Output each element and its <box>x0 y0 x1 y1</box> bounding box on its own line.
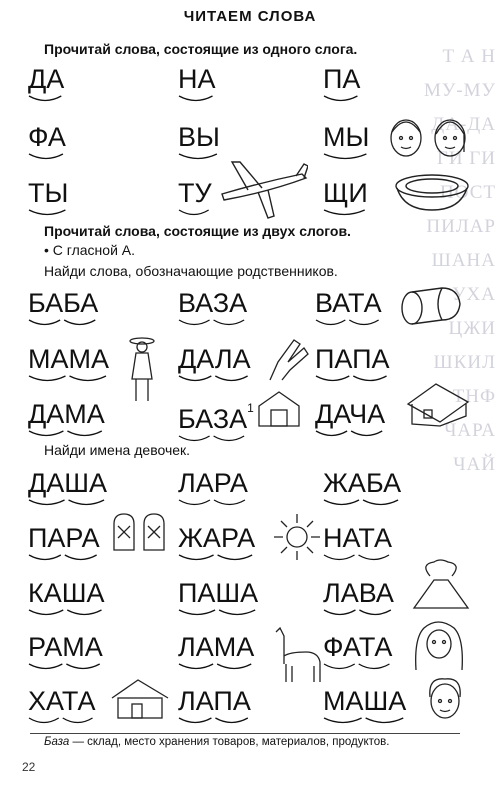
word-shchi: ЩИ <box>323 176 368 210</box>
syllable-arc <box>26 429 107 439</box>
word-masha: МАША <box>323 684 406 718</box>
word-dala: ДАЛА <box>178 342 251 376</box>
word-pasha: ПАША <box>178 576 258 610</box>
airplane-illustration <box>218 160 308 220</box>
footnote-text: — склад, место хранения товаров, материалов, продуктов. <box>69 736 390 748</box>
footnote-rule <box>30 733 460 734</box>
cotton-roll-illustration <box>398 280 468 330</box>
instruction-vowel-a: • С гласной А. <box>44 242 135 258</box>
word-da: ДА <box>28 62 64 96</box>
mittens-illustration <box>108 510 172 558</box>
footnote <box>44 736 389 748</box>
woman-illustration <box>124 335 160 405</box>
syllable-arc <box>176 152 222 162</box>
word-baza: БАЗА$^1$ <box>178 397 254 436</box>
syllable-arc <box>313 318 384 328</box>
syllable-arc <box>26 498 109 508</box>
word-my: МЫ <box>323 120 369 154</box>
word-lapa: ЛАПА <box>178 684 251 718</box>
syllable-arc <box>321 498 403 508</box>
syllable-arc <box>176 94 218 104</box>
word-fa: ФА <box>28 120 66 154</box>
word-ty: ТЫ <box>28 176 68 210</box>
syllable-arc <box>321 208 370 218</box>
instruction-girl-names: Найди имена девочек. <box>44 442 191 458</box>
syllable-arc <box>176 716 253 726</box>
word-tu: ТУ <box>178 176 212 210</box>
syllable-arc <box>26 208 70 218</box>
llama-illustration <box>270 626 326 684</box>
word-zhaba: ЖАБА <box>323 466 401 500</box>
children-faces-illustration <box>384 112 474 162</box>
warehouse-illustration <box>255 388 303 428</box>
word-vy: ВЫ <box>178 120 220 154</box>
bleed-through-text: Т А Н МУ-МУ ДА-ДА ГИ ГИ ПОСТ ПИЛАР ШАНА УХА ЦЖИ ШКИЛ ТНФ ЧАРА ЧАЙ <box>423 46 496 475</box>
word-lama: ЛАМА <box>178 630 254 664</box>
syllable-arc <box>26 94 66 104</box>
syllable-arc <box>176 318 249 328</box>
instruction-two-syllables: Прочитай слова, состоящие из двух слогов. <box>44 223 351 239</box>
word-na: НА <box>178 62 216 96</box>
volcano-illustration <box>410 558 472 610</box>
syllable-arc <box>26 716 98 726</box>
syllable-arc <box>26 152 68 162</box>
page-title: ЧИТАЕМ СЛОВА <box>183 8 317 25</box>
sun-illustration <box>272 512 322 562</box>
syllable-arc <box>26 662 105 672</box>
syllable-arc <box>176 374 253 384</box>
bowl-illustration <box>392 170 472 215</box>
syllable-arc <box>26 374 111 384</box>
syllable-arc <box>321 553 394 563</box>
syllable-arc <box>321 716 408 726</box>
syllable-arc <box>176 553 257 563</box>
syllable-arc <box>176 208 214 218</box>
syllable-arc <box>321 608 396 618</box>
word-dasha: ДАША <box>28 466 107 500</box>
syllable-arc <box>176 662 256 672</box>
word-nata: НАТА <box>323 521 392 555</box>
footnote-marker: 1 <box>247 401 254 415</box>
word-mama: МАМА <box>28 342 109 376</box>
word-khata: ХАТА <box>28 684 96 718</box>
dacha-house-illustration <box>404 380 474 430</box>
syllable-arc <box>26 553 102 563</box>
instruction-one-syllable: Прочитай слова, состоящие из одного слога. <box>44 41 358 57</box>
word-lara: ЛАРА <box>178 466 248 500</box>
syllable-arc <box>176 498 250 508</box>
word-zhara: ЖАРА <box>178 521 255 555</box>
word-kasha: КАША <box>28 576 105 610</box>
word-vata: ВАТА <box>315 286 382 320</box>
word-dacha: ДАЧА <box>315 397 385 431</box>
syllable-arc <box>313 374 392 384</box>
syllable-arc <box>313 429 387 439</box>
word-fata: ФАТА <box>323 630 392 664</box>
syllable-arc <box>321 152 371 162</box>
word-para: ПАРА <box>28 521 100 555</box>
page-number: 22 <box>22 760 36 774</box>
hut-illustration <box>108 676 172 722</box>
syllable-arc <box>321 662 394 672</box>
word-dama: ДАМА <box>28 397 105 431</box>
footnote-term: База <box>44 736 70 748</box>
syllable-arc <box>321 94 362 104</box>
word-rama: РАМА <box>28 630 103 664</box>
syllable-arc <box>176 608 260 618</box>
word-vaza: ВАЗА <box>178 286 247 320</box>
girl-face-illustration <box>420 675 470 731</box>
bride-illustration <box>410 618 468 672</box>
hand-illustration <box>264 332 314 384</box>
word-lava: ЛАВА <box>323 576 394 610</box>
instruction-relatives: Найди слова, обозначающие родственников. <box>44 263 338 279</box>
syllable-arc <box>26 608 107 618</box>
word-baba: БАБА <box>28 286 98 320</box>
syllable-arc <box>26 318 100 328</box>
word-pa: ПА <box>323 62 360 96</box>
word-papa: ПАПА <box>315 342 390 376</box>
